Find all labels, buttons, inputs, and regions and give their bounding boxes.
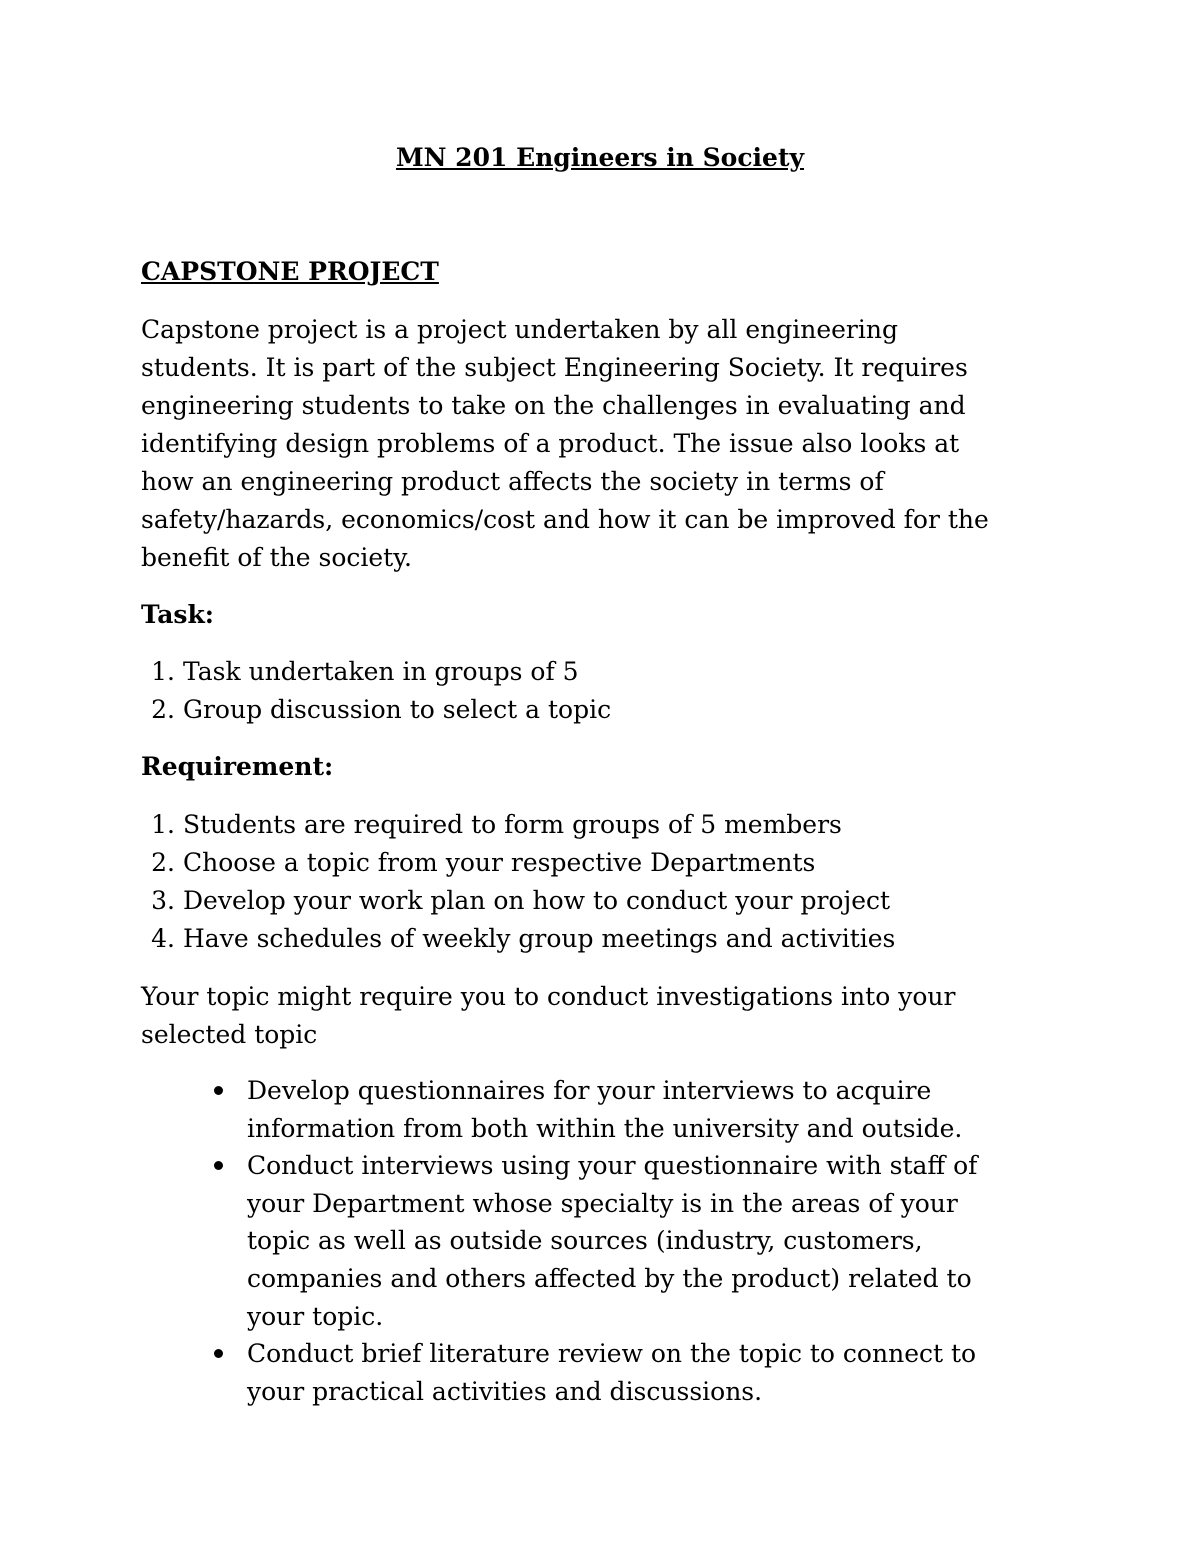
- intro-line: students. It is part of the subject Engineering Society. It requires: [141, 353, 968, 382]
- intro-paragraph: [141, 311, 1081, 577]
- task-list: [141, 653, 611, 729]
- bullet-dot-icon: [214, 1086, 223, 1095]
- list-number: 4.: [151, 924, 175, 953]
- list-item: [141, 882, 895, 920]
- list-item-text: Choose a topic from your respective Departments: [183, 848, 816, 877]
- requirement-heading: Requirement:: [141, 752, 334, 781]
- bullet-line: Conduct brief literature review on the topic to connect to: [247, 1339, 977, 1369]
- investigation-line: Your topic might require you to conduct investigations into your: [141, 982, 956, 1011]
- list-item: [141, 844, 895, 882]
- list-item: [141, 691, 611, 729]
- intro-line: benefit of the society.: [141, 543, 412, 572]
- list-item-text: Have schedules of weekly group meetings and activities: [183, 924, 896, 953]
- bullet-line: your topic.: [247, 1301, 384, 1331]
- intro-line: how an engineering product affects the society in terms of: [141, 467, 884, 496]
- investigation-paragraph: [141, 978, 1081, 1054]
- list-number: 1.: [151, 657, 175, 686]
- task-heading: Task:: [141, 600, 215, 629]
- bullet-line: companies and others affected by the product) related to: [247, 1263, 972, 1293]
- bullet-line: Develop questionnaires for your interviews to acquire: [247, 1076, 932, 1105]
- list-number: 1.: [151, 810, 175, 839]
- bullet-item: [206, 1335, 977, 1410]
- list-item-text: Develop your work plan on how to conduct your project: [183, 886, 891, 915]
- bullet-line: your practical activities and discussions.: [247, 1376, 763, 1406]
- list-item: [141, 920, 895, 958]
- list-item-text: Group discussion to select a topic: [183, 695, 612, 724]
- bullet-item: [206, 1147, 977, 1335]
- list-item: [141, 653, 611, 691]
- list-item: [141, 806, 895, 844]
- intro-line: safety/hazards, economics/cost and how it can be improved for the: [141, 505, 989, 534]
- bullet-line: Conduct interviews using your questionnaire with staff of: [247, 1151, 978, 1181]
- list-item-text: Task undertaken in groups of 5: [183, 657, 579, 686]
- bullet-item: [206, 1072, 977, 1147]
- bullet-line: information from both within the university and outside.: [247, 1113, 963, 1143]
- intro-line: identifying design problems of a product. The issue also looks at: [141, 429, 960, 458]
- bullet-dot-icon: [214, 1349, 223, 1358]
- requirement-list: [141, 806, 895, 958]
- intro-line: Capstone project is a project undertaken by all engineering: [141, 315, 898, 344]
- intro-line: engineering students to take on the challenges in evaluating and: [141, 391, 966, 420]
- page-title: MN 201 Engineers in Society: [395, 143, 805, 172]
- bullet-line: topic as well as outside sources (industry, customers,: [247, 1226, 923, 1256]
- bullet-line: your Department whose specialty is in the areas of your: [247, 1188, 958, 1218]
- investigation-line: selected topic: [141, 1020, 318, 1049]
- section-heading-capstone: CAPSTONE PROJECT: [141, 257, 439, 286]
- list-item-text: Students are required to form groups of 5 members: [183, 810, 842, 839]
- list-number: 2.: [151, 695, 175, 724]
- bullet-dot-icon: [214, 1161, 223, 1170]
- activities-bullet-list: [206, 1072, 977, 1410]
- list-number: 2.: [151, 848, 175, 877]
- list-number: 3.: [151, 886, 175, 915]
